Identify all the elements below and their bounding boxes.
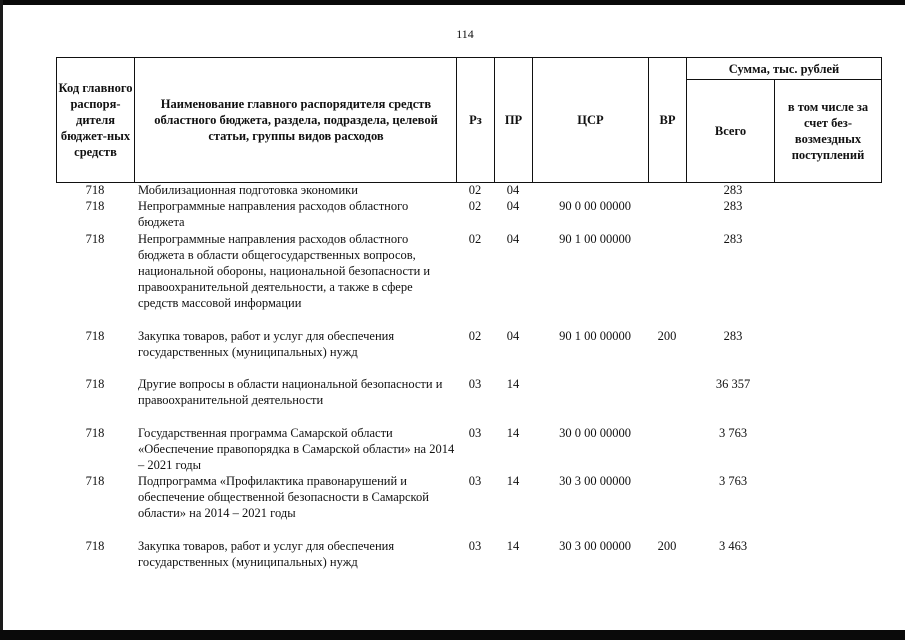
cell-rz: 02	[468, 199, 482, 213]
cell-name: Непрограммные направления расходов областного бюджета	[138, 199, 409, 229]
table-header	[56, 57, 882, 183]
cell-code: 718	[85, 377, 105, 391]
header-pr: ПР	[504, 113, 523, 127]
cell-code: 718	[85, 183, 105, 197]
cell-total: 283	[723, 183, 743, 197]
cell-vr: 200	[657, 539, 677, 553]
cell-pr: 04	[506, 329, 520, 343]
cell-rz: 03	[468, 377, 482, 391]
cell-code: 718	[85, 329, 105, 343]
cell-rz: 02	[468, 183, 482, 197]
cell-pr: 14	[506, 426, 520, 440]
scan-edge-left	[0, 0, 3, 640]
header-name: Наименование главного распорядителя средств областного бюджета, раздела, подраздела, целевой статьи, группы видов расходов	[154, 97, 438, 143]
cell-total: 36 357	[715, 377, 751, 391]
cell-name: Закупка товаров, работ и услуг для обеспечения государственных (муниципальных) нужд	[138, 539, 395, 569]
cell-csr: 90 0 00 00000	[559, 199, 631, 213]
header-code: Код главного распоря-дителя бюджет-ных средств	[58, 81, 133, 159]
cell-pr: 14	[506, 377, 520, 391]
cell-name: Закупка товаров, работ и услуг для обеспечения государственных (муниципальных) нужд	[138, 329, 395, 359]
header-line	[774, 79, 775, 183]
cell-code: 718	[85, 426, 105, 440]
scan-edge-bottom	[0, 630, 905, 640]
cell-total: 3 763	[718, 474, 748, 488]
cell-code: 718	[85, 539, 105, 553]
cell-rz: 03	[468, 539, 482, 553]
cell-csr: 90 1 00 00000	[559, 232, 631, 246]
header-grants: в том числе за счет без-возмездных поступлений	[787, 100, 869, 162]
cell-pr: 14	[506, 474, 520, 488]
header-total: Всего	[714, 124, 747, 138]
cell-csr: 90 1 00 00000	[559, 329, 631, 343]
header-csr: ЦСР	[577, 113, 604, 127]
cell-total: 283	[723, 329, 743, 343]
scan-edge-top	[0, 0, 905, 5]
cell-name: Подпрограмма «Профилактика правонарушений и обеспечение общественной безопасности в Самарской области» на 2014 – 2021 годы	[138, 474, 429, 520]
cell-csr: 30 3 00 00000	[559, 474, 631, 488]
cell-pr: 04	[506, 199, 520, 213]
cell-code: 718	[85, 232, 105, 246]
cell-rz: 02	[468, 232, 482, 246]
cell-code: 718	[85, 199, 105, 213]
cell-code: 718	[85, 474, 105, 488]
header-line	[134, 57, 135, 183]
header-rz: Рз	[469, 113, 482, 127]
header-line	[881, 57, 882, 183]
cell-csr: 30 3 00 00000	[559, 539, 631, 553]
header-vr: ВР	[659, 113, 676, 127]
cell-csr: 30 0 00 00000	[559, 426, 631, 440]
cell-total: 283	[723, 199, 743, 213]
cell-name: Государственная программа Самарской области «Обеспечение правопорядка в Самарской области» на 2014 – 2021 годы	[138, 426, 455, 472]
cell-name: Другие вопросы в области национальной безопасности и правоохранительной деятельности	[138, 377, 443, 407]
cell-rz: 03	[468, 426, 482, 440]
cell-total: 3 763	[718, 426, 748, 440]
header-sum: Сумма, тыс. рублей	[728, 61, 840, 76]
cell-total: 3 463	[718, 539, 748, 553]
page-number: 114	[456, 27, 474, 41]
cell-name: Непрограммные направления расходов областного бюджета в области общегосударственных вопросов, национальной обороны, национальной безопасности и правоохранительной деятельности, а также в сфере средств массовой информации	[138, 232, 431, 310]
cell-total: 283	[723, 232, 743, 246]
cell-pr: 14	[506, 539, 520, 553]
cell-pr: 04	[506, 183, 520, 197]
cell-vr: 200	[657, 329, 677, 343]
cell-name: Мобилизационная подготовка экономики	[138, 183, 358, 197]
cell-rz: 02	[468, 329, 482, 343]
cell-pr: 04	[506, 232, 520, 246]
cell-rz: 03	[468, 474, 482, 488]
